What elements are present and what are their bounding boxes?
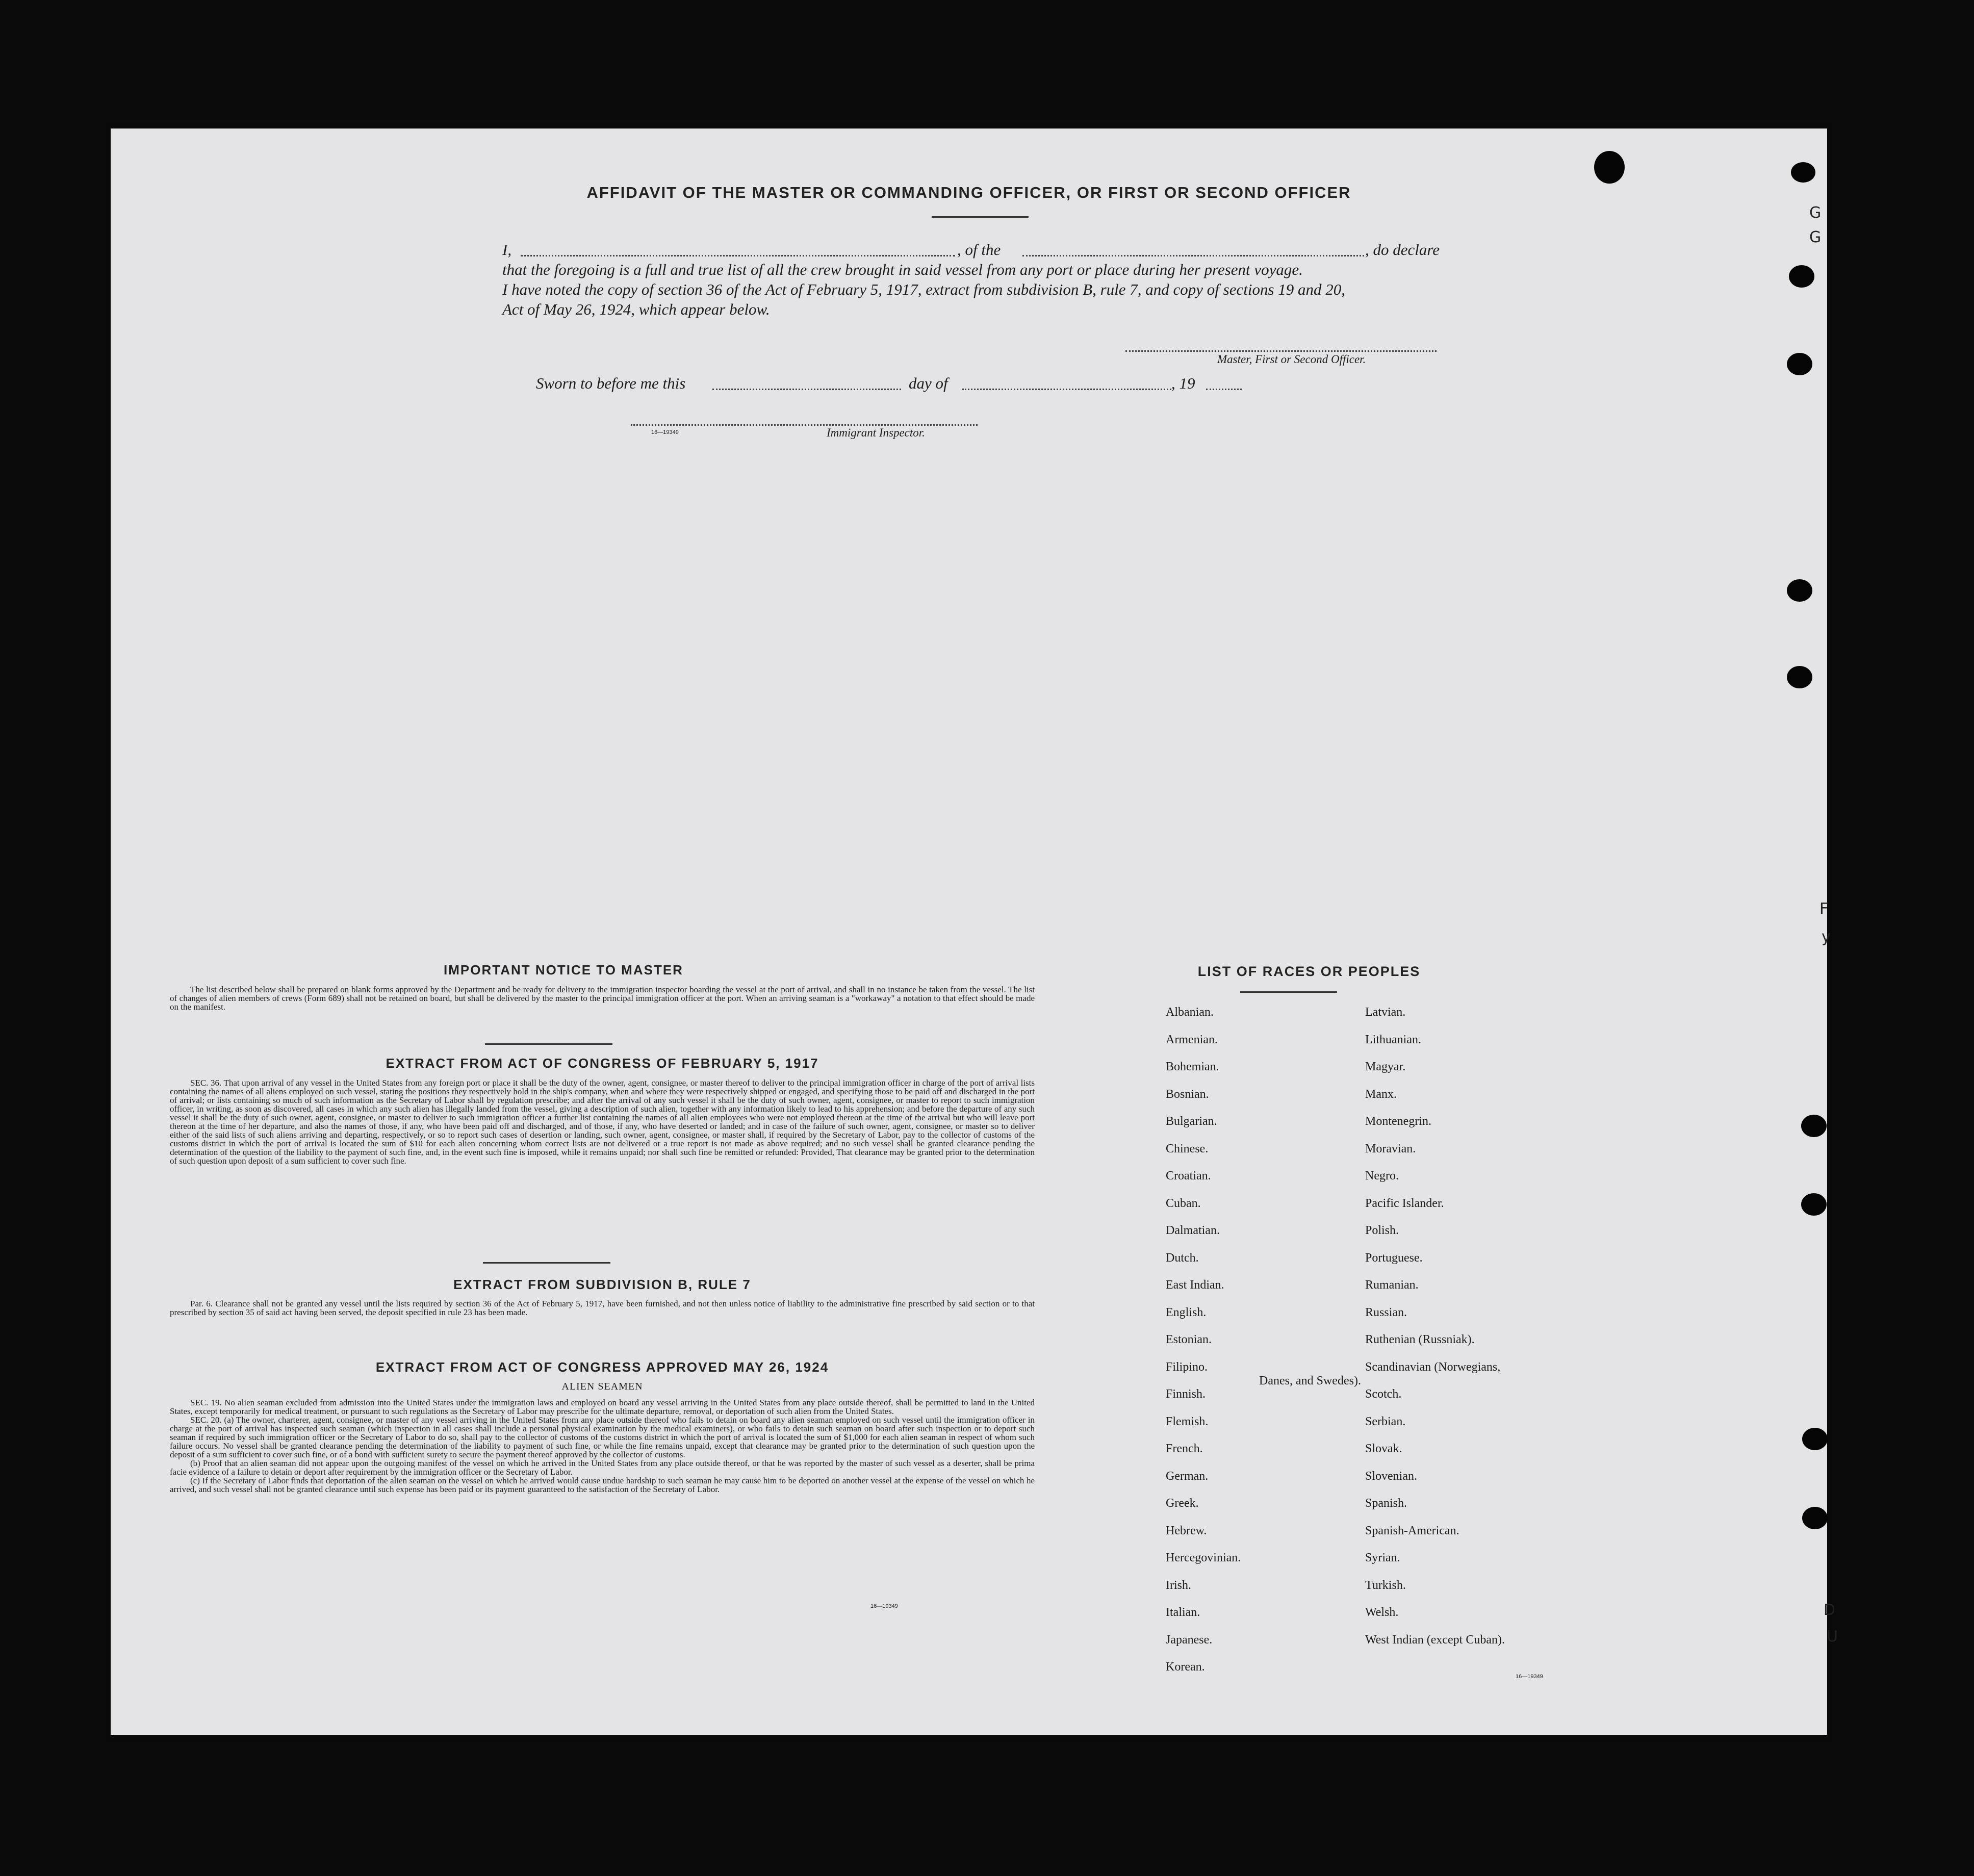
race-item: German.	[1166, 1469, 1209, 1483]
race-item: Greek.	[1166, 1497, 1199, 1510]
margin-mark: D	[1824, 1601, 1836, 1619]
race-item: Albanian.	[1166, 1006, 1214, 1019]
race-item: Japanese.	[1166, 1633, 1213, 1647]
affidavit-form-number: 16—19349	[651, 429, 679, 435]
race-item: Negro.	[1365, 1169, 1399, 1183]
race-item: Hebrew.	[1166, 1524, 1207, 1537]
race-item: Bosnian.	[1166, 1087, 1209, 1101]
notice-title: IMPORTANT NOTICE TO MASTER	[444, 962, 683, 978]
race-item: Moravian.	[1365, 1142, 1416, 1155]
par-6-paragraph: Par. 6. Clearance shall not be granted any vessel until the lists required by section 36 of the Act of February 5, 1917, have been furnished, and not then unless notice of liability to the administrative fine prescribed by said section or to that prescribed by section 35 of said act having been served, the deposit specified in rule 23 has been made.	[170, 1299, 1035, 1317]
race-item: Korean.	[1166, 1660, 1205, 1674]
race-item: Spanish-American.	[1365, 1524, 1459, 1537]
affidavit-line-1	[502, 240, 1461, 260]
affidavit-line-2: that the foregoing is a full and true list of all the crew brought in said vessel from any port or place during her present voyage.	[502, 261, 1303, 278]
extract-form-number: 16—19349	[870, 1603, 898, 1609]
race-item: Slovak.	[1365, 1442, 1402, 1455]
punch-hole	[1594, 151, 1625, 184]
race-item: Slovenian.	[1365, 1469, 1417, 1483]
race-item: Chinese.	[1166, 1142, 1209, 1155]
sec-20a-paragraph: SEC. 20. (a) The owner, charterer, agent, consignee, or master of any vessel arriving in the United States from any place outside thereof who fails to detain on board any alien seaman employed on such vessel until the immigration officer in charge at the port of arrival has inspected such seaman (which inspection in all cases shall include a personal physical examination by the medical examiners), or who fails to detain such seaman on board after such inspection or to deport such seaman if required by such immigration officer or the Secretary of Labor to do so, shall pay to the collector of customs of the customs district in which the port of arrival is located the sum of $1,000 for each alien seaman in respect of whom such failure occurs. No vessel shall be granted clearance pending the determination of the liability to payment of such fine, or while the fine remains unpaid, except that clearance may be granted prior to the determination of such question upon the deposit of a sum sufficient to cover such fine, or of a bond with sufficient surety to secure the payment thereof approved by the collector of customs.	[170, 1415, 1035, 1459]
extract-1924-text	[170, 1398, 1035, 1494]
race-item: Irish.	[1166, 1578, 1191, 1592]
race-item: Cuban.	[1166, 1196, 1201, 1210]
race-item: Manx.	[1365, 1087, 1397, 1101]
alien-seamen-subtitle: ALIEN SEAMEN	[561, 1381, 643, 1392]
document-page	[111, 129, 1827, 1735]
month-blank-line	[962, 389, 1171, 390]
punch-hole	[1787, 666, 1812, 688]
name-blank-line	[521, 255, 955, 256]
notice-text	[170, 985, 1035, 1011]
notice-paragraph: The list described below shall be prepared on blank forms approved by the Department and be ready for delivery to the immigration inspector boarding the vessel at the port of arrival, and shall in no instance be taken from the vessel. The list of changes of alien members of crews (Form 689) shall not be retained on board, but shall be delivered by the master to the principal immigration officer at the port. When an arriving seaman is a "workaway" a notation to that effect should be made on the manifest.	[170, 985, 1035, 1012]
vessel-blank-line	[1022, 255, 1364, 256]
day-of-label: day of	[909, 374, 948, 392]
day-blank-line	[712, 389, 901, 390]
punch-hole	[1801, 1115, 1827, 1137]
race-item: Montenegrin.	[1365, 1115, 1431, 1128]
race-item: English.	[1166, 1305, 1207, 1319]
race-item: Turkish.	[1365, 1578, 1406, 1592]
race-item: Latvian.	[1365, 1006, 1406, 1019]
year-label: , 19	[1171, 374, 1195, 392]
punch-hole	[1789, 265, 1814, 288]
sec-20b-paragraph: (b) Proof that an alien seaman did not appear upon the outgoing manifest of the vessel on which he arrived in the United States from any place outside thereof, or that he was reported by the master of such vessel as a deserter, shall be prima facie evidence of a failure to detain or deport after requirement by the immigration officer or the Secretary of Labor.	[170, 1458, 1035, 1477]
race-item: Polish.	[1365, 1224, 1399, 1237]
do-declare-label: , do declare	[1365, 241, 1440, 259]
margin-mark: U	[1827, 1628, 1838, 1646]
margin-mark: G	[1809, 228, 1822, 246]
inspector-signature-line	[631, 424, 978, 426]
extract-1917-title: EXTRACT FROM ACT OF CONGRESS OF FEBRUARY 5, 1917	[386, 1056, 819, 1071]
race-item: East Indian.	[1166, 1278, 1224, 1292]
margin-mark: y	[1822, 928, 1831, 946]
extract-rule7-text	[170, 1299, 1035, 1317]
extract-rule7-title: EXTRACT FROM SUBDIVISION B, RULE 7	[453, 1277, 751, 1292]
race-item: Magyar.	[1365, 1060, 1406, 1073]
extract-1924-title: EXTRACT FROM ACT OF CONGRESS APPROVED MAY 26, 1924	[375, 1359, 829, 1375]
punch-hole	[1802, 1507, 1828, 1529]
race-item: Croatian.	[1166, 1169, 1211, 1183]
affidavit-body	[502, 240, 1461, 319]
race-item: Lithuanian.	[1365, 1033, 1421, 1046]
punch-hole	[1802, 1428, 1828, 1450]
divider	[483, 1262, 610, 1264]
extract-1917-text	[170, 1078, 1035, 1165]
divider	[485, 1043, 612, 1045]
signature-line	[1125, 350, 1437, 352]
inspector-label: Immigrant Inspector.	[827, 426, 925, 439]
affidavit-line-3: I have noted the copy of section 36 of the Act of February 5, 1917, extract from subdivision B, rule 7, and copy of sections 19 and 20,	[502, 280, 1346, 298]
race-item: West Indian (except Cuban).	[1365, 1633, 1505, 1647]
race-item: Bulgarian.	[1166, 1115, 1217, 1128]
race-item: Filipino.	[1166, 1360, 1208, 1374]
sec-20c-paragraph: (c) If the Secretary of Labor finds that deportation of the alien seaman on the vessel on which he arrived would cause undue hardship to such seaman he may cause him to be deported on another vessel at the expense of the vessel on which he arrived, and such vessel shall not be granted clearance until such expense has been paid or its payment guaranteed to the satisfaction of the Secretary of Labor.	[170, 1476, 1035, 1494]
race-item: Portuguese.	[1365, 1251, 1423, 1265]
sec-19-paragraph: SEC. 19. No alien seaman excluded from admission into the United States under the immigration laws and employed on board any vessel arriving in the United States from any place outside thereof, shall be permitted to land in the United States, except temporarily for medical treatment, or pursuant to such regulations as the Secretary of Labor may prescribe for the ultimate departure, removal, or deportation of such alien from the United States.	[170, 1398, 1035, 1416]
race-item: Armenian.	[1166, 1033, 1218, 1046]
race-item: Ruthenian (Russniak).	[1365, 1333, 1475, 1346]
year-blank-line	[1206, 389, 1242, 390]
punch-hole	[1791, 162, 1815, 183]
race-item: Russian.	[1365, 1305, 1407, 1319]
race-item: Dalmatian.	[1166, 1224, 1220, 1237]
race-item: Serbian.	[1365, 1415, 1406, 1428]
race-item: Hercegovinian.	[1166, 1551, 1241, 1564]
signature-label: Master, First or Second Officer.	[1217, 353, 1366, 366]
punch-hole	[1787, 353, 1812, 375]
race-item: Estonian.	[1166, 1333, 1212, 1346]
punch-hole	[1787, 579, 1812, 602]
margin-mark: G	[1809, 204, 1822, 222]
sworn-label: Sworn to before me this	[536, 374, 686, 392]
i-label: I,	[502, 241, 512, 259]
races-form-number: 16—19349	[1516, 1674, 1543, 1680]
race-item: Syrian.	[1365, 1551, 1400, 1564]
race-item: French.	[1166, 1442, 1203, 1455]
of-the-label: , of the	[957, 241, 1001, 259]
race-item: Scotch.	[1365, 1387, 1402, 1401]
race-item: Danes, and Swedes).	[1259, 1374, 1361, 1387]
title-divider	[932, 216, 1029, 218]
sec-36-paragraph: SEC. 36. That upon arrival of any vessel in the United States from any foreign port or place it shall be the duty of the owner, agent, consignee, or master thereof to deliver to the principal immigration officer in charge of the port of arrival lists containing the names of all aliens employed on such vessel, stating the positions they respectively hold in the ship's company, when and where they were respectively shipped or engaged, and specifying those to be paid off and discharged in the port of arrival; or lists containing so much of such information as the Secretary of Labor shall by regulation prescribe; and after the arrival of any such vessel it shall be the duty of such owner, agent, consignee, or master to report to such immigration officer, in writing, as soon as discovered, all cases in which any such alien has illegally landed from the vessel, giving a description of such alien, together with any information likely to lead to his apprehension; and before the departure of any such vessel it shall be the duty of such owner, agent, consignee, or master to deliver to such immigration officer a further list containing the names of all alien employees who were not employed thereon at the time of the arrival but who will leave port thereon at the time of her departure, and also the names of those, if any, who have been paid off and discharged, and of those, if any, who have deserted or landed; and in case of the failure of such owner, agent, consignee, or master so to deliver either of the said lists of such aliens arriving and departing, respectively, or so to report such cases of desertion or landing, such owner, agent, consignee, or master shall, if required by the Secretary of Labor, pay to the collector of customs of the customs district in which the port of arrival is located the sum of $10 for each alien concerning whom correct lists are not delivered or a true report is not made as above required; and no such vessel shall be granted clearance pending the determination of the question of the liability to the payment of such fine, and, in the event such fine is imposed, while it remains unpaid; nor shall such fine be remitted or refunded: Provided, That clearance may be granted prior to the determination of such question upon deposit of a sum sufficient to cover such fine.	[170, 1078, 1035, 1166]
races-divider	[1240, 991, 1337, 993]
race-item: Bohemian.	[1166, 1060, 1219, 1073]
punch-hole	[1801, 1193, 1827, 1216]
race-item: Pacific Islander.	[1365, 1196, 1444, 1210]
affidavit-line-4: Act of May 26, 1924, which appear below.	[502, 300, 770, 318]
race-item: Italian.	[1166, 1606, 1200, 1619]
race-item: Finnish.	[1166, 1387, 1206, 1401]
race-item: Scandinavian (Norwegians,	[1365, 1360, 1501, 1374]
affidavit-title: AFFIDAVIT OF THE MASTER OR COMMANDING OFFICER, OR FIRST OR SECOND OFFICER	[586, 184, 1351, 201]
race-item: Welsh.	[1365, 1606, 1399, 1619]
race-item: Flemish.	[1166, 1415, 1209, 1428]
races-title: LIST OF RACES OR PEOPLES	[1197, 964, 1421, 979]
margin-mark: F	[1819, 900, 1829, 918]
race-item: Dutch.	[1166, 1251, 1199, 1265]
race-item: Rumanian.	[1365, 1278, 1419, 1292]
race-item: Spanish.	[1365, 1497, 1407, 1510]
